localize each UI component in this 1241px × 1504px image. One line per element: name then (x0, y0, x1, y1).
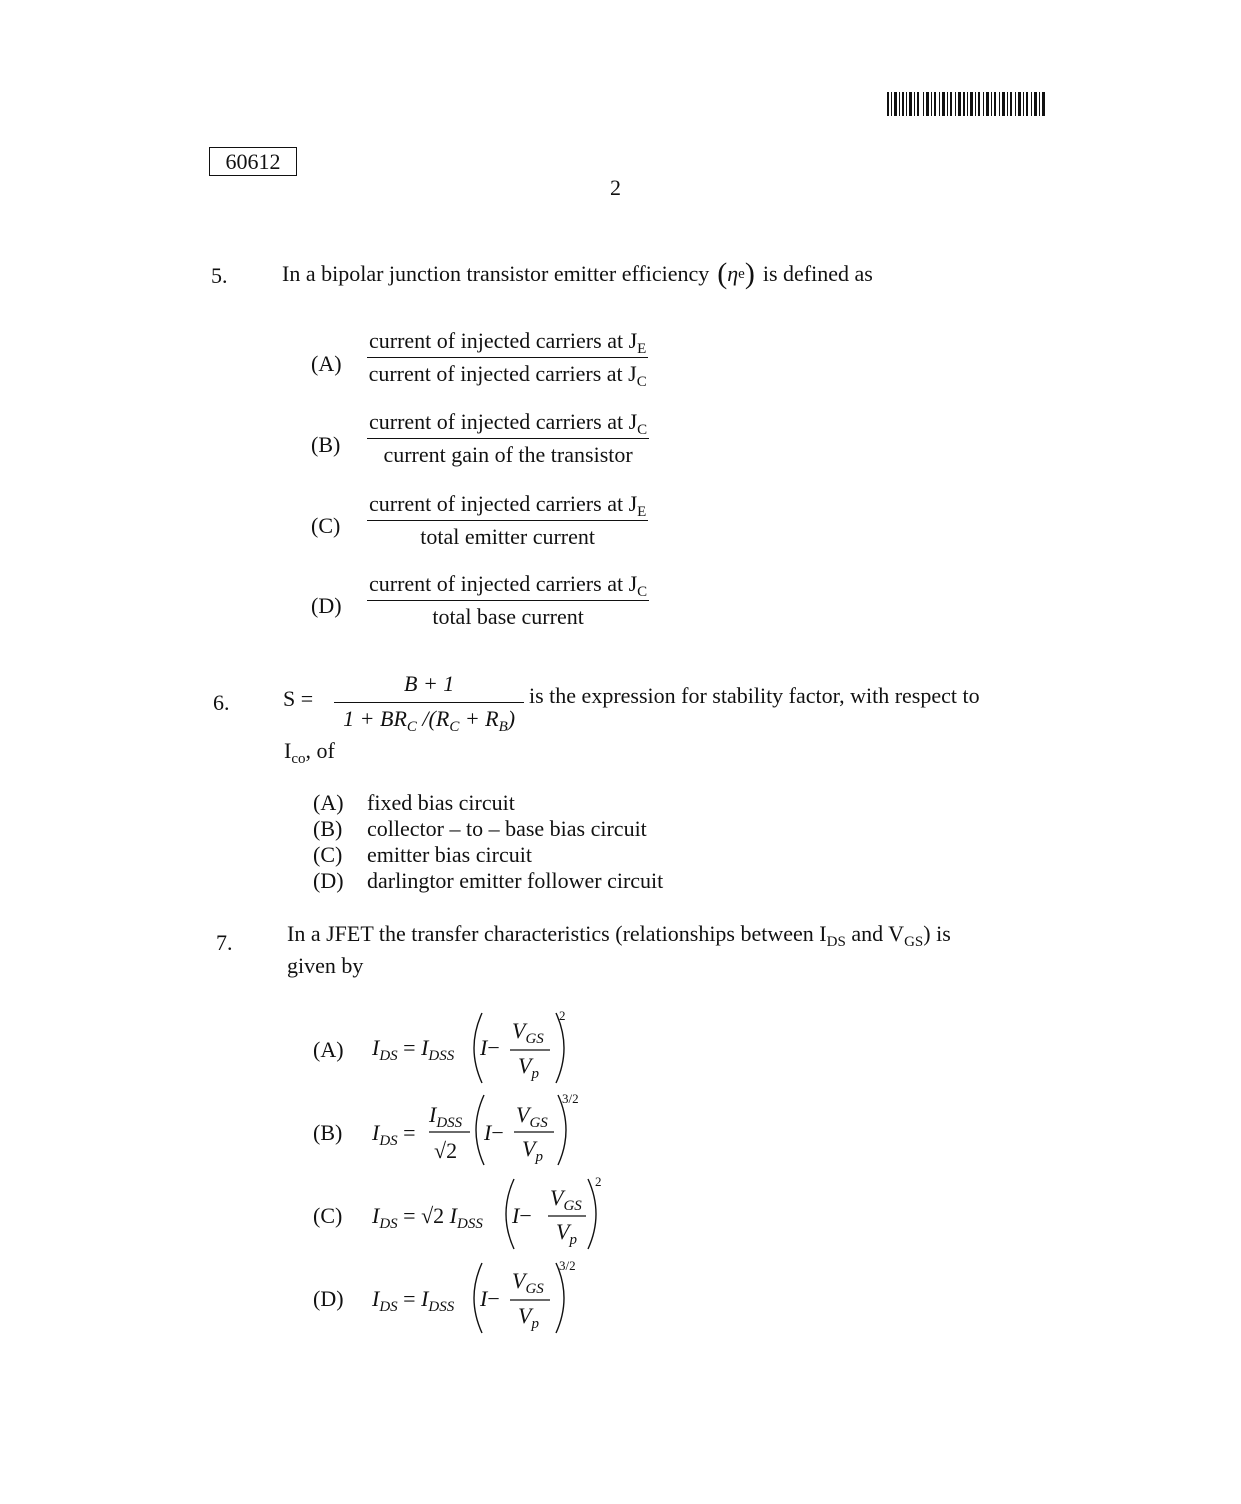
q5-option-c-denominator: total emitter current (420, 524, 595, 549)
q6-lhs: S = (283, 686, 314, 711)
q5-number: 5. (211, 263, 228, 288)
q6-stem-after: is the expression for stability factor, with respect to (529, 683, 980, 708)
q5-option-d-denominator: total base current (432, 604, 584, 629)
q7-option-d-lhs: $I_{DS} = I_{DSS}$ (372, 1286, 455, 1315)
q6-options (313, 790, 663, 894)
q6-option-a-text: fixed bias circuit (367, 790, 515, 815)
q7-option-b-idss: $I_{DSS}$ (429, 1102, 463, 1131)
q7-option-c-vgs: $V_{GS}$ (550, 1185, 582, 1214)
q5-option-a-denominator: current of injected carriers at J (368, 361, 637, 386)
q5-paren-open: ( (717, 257, 728, 290)
q7-option-c-vp: $V_p$ (556, 1219, 577, 1248)
q7-option-c-exponent: 2 (595, 1174, 602, 1189)
q5-option-d-label: (D) (311, 593, 342, 618)
q7-option-c-lhs: $I_{DS} = √2$ $I_{DSS}$ (372, 1203, 483, 1232)
q7-option-b-sqrt2: √2 (434, 1138, 458, 1163)
q5-paren-close: ) (744, 257, 755, 290)
q6-option-d (313, 868, 663, 894)
q7-stem-line2: given by (287, 953, 364, 978)
q5-option-a-fraction (367, 328, 648, 390)
q5-option-b-num-sub: C (637, 422, 648, 438)
q7-option-b-label: (B) (313, 1120, 343, 1145)
q5-stem-before: In a bipolar junction transistor emitter efficiency (282, 261, 710, 286)
q5-option-a-num-sub: E (637, 341, 647, 357)
q6-option-b-label: (B) (313, 816, 343, 841)
q7-option-a-one: I− (480, 1035, 500, 1060)
q7-option-c-one: I− (512, 1203, 532, 1228)
q7-option-d-exponent: 3/2 (559, 1258, 576, 1273)
q5-option-b-label: (B) (311, 432, 341, 457)
exam-code-box: 60612 (209, 147, 297, 176)
q5-option-d-numerator: current of injected carriers at J (369, 571, 638, 596)
q6-option-b (313, 816, 663, 842)
q6-option-d-label: (D) (313, 868, 344, 893)
q6-option-a-label: (A) (313, 790, 344, 815)
q5-option-c-numerator: current of injected carriers at J (369, 491, 638, 516)
q5-stem: In a bipolar junction transistor emitter efficiency ( η e ) is defined as (282, 257, 873, 290)
page-number: 2 (610, 175, 621, 200)
q7-number: 7. (216, 930, 233, 955)
q6-numerator: B + 1 (334, 673, 524, 703)
q6-option-a (313, 790, 663, 816)
q5-option-a-numerator: current of injected carriers at J (369, 328, 638, 353)
q6-option-d-text: darlingtor emitter follower circuit (367, 868, 664, 893)
q7-option-b-vgs: $V_{GS}$ (516, 1102, 548, 1131)
q6-formula (334, 671, 524, 735)
q7-option-b-exponent: 3/2 (562, 1091, 579, 1106)
q5-eta: η (727, 261, 739, 286)
q5-option-b-fraction (367, 411, 649, 466)
q5-option-a-den-sub: C (636, 374, 647, 390)
q7-option-d-vp: $V_p$ (518, 1303, 539, 1332)
q7-option-b-one: I− (484, 1120, 504, 1145)
q5-option-c-num-sub: E (637, 504, 647, 520)
q7-option-b-lhs: $I_{DS}$ = (372, 1120, 416, 1149)
q7-option-a-lhs: $I_{DS} = I_{DSS}$ (372, 1035, 455, 1064)
q7-option-a-vgs: $V_{GS}$ (512, 1018, 544, 1047)
q7-stem: In a JFET the transfer characteristics (relationships between $I_{DS}$ and $V_{GS}$) is (287, 921, 951, 950)
q6-denominator: $1 + BR_C$ $/(R_C + R_B)$ (343, 706, 516, 735)
q5-stem-after: is defined as (762, 261, 873, 286)
q5-option-a-label: (A) (311, 351, 342, 376)
q7-option-a-label: (A) (313, 1037, 344, 1062)
q7-option-d-one: I− (480, 1286, 500, 1311)
q7-option-d-label: (D) (313, 1286, 344, 1311)
q5-option-c-fraction (367, 493, 648, 548)
q5-option-d-num-sub: C (637, 584, 648, 600)
q7-option-d-vgs: $V_{GS}$ (512, 1268, 544, 1297)
q5-option-b-numerator: current of injected carriers at J (369, 409, 638, 434)
q7-option-c-parens (494, 1174, 604, 1254)
barcode (887, 92, 1045, 116)
q6-option-c-label: (C) (313, 842, 343, 867)
q5-option-c-label: (C) (311, 513, 341, 538)
q7-option-b-vp: $V_p$ (522, 1136, 543, 1165)
q7-option-a-vp: $V_p$ (518, 1053, 539, 1082)
q6-stem-line2: $I_{co}$, of (284, 738, 335, 767)
q7-option-a-exponent: 2 (559, 1008, 566, 1023)
q7-option-c-label: (C) (313, 1203, 343, 1228)
q6-option-c (313, 842, 663, 868)
q5-option-b-denominator: current gain of the transistor (383, 442, 633, 467)
q6-option-c-text: emitter bias circuit (367, 842, 532, 867)
q6-number: 6. (213, 690, 230, 715)
q6-option-b-text: collector – to – base bias circuit (367, 816, 647, 841)
q5-option-d-fraction (367, 573, 649, 628)
